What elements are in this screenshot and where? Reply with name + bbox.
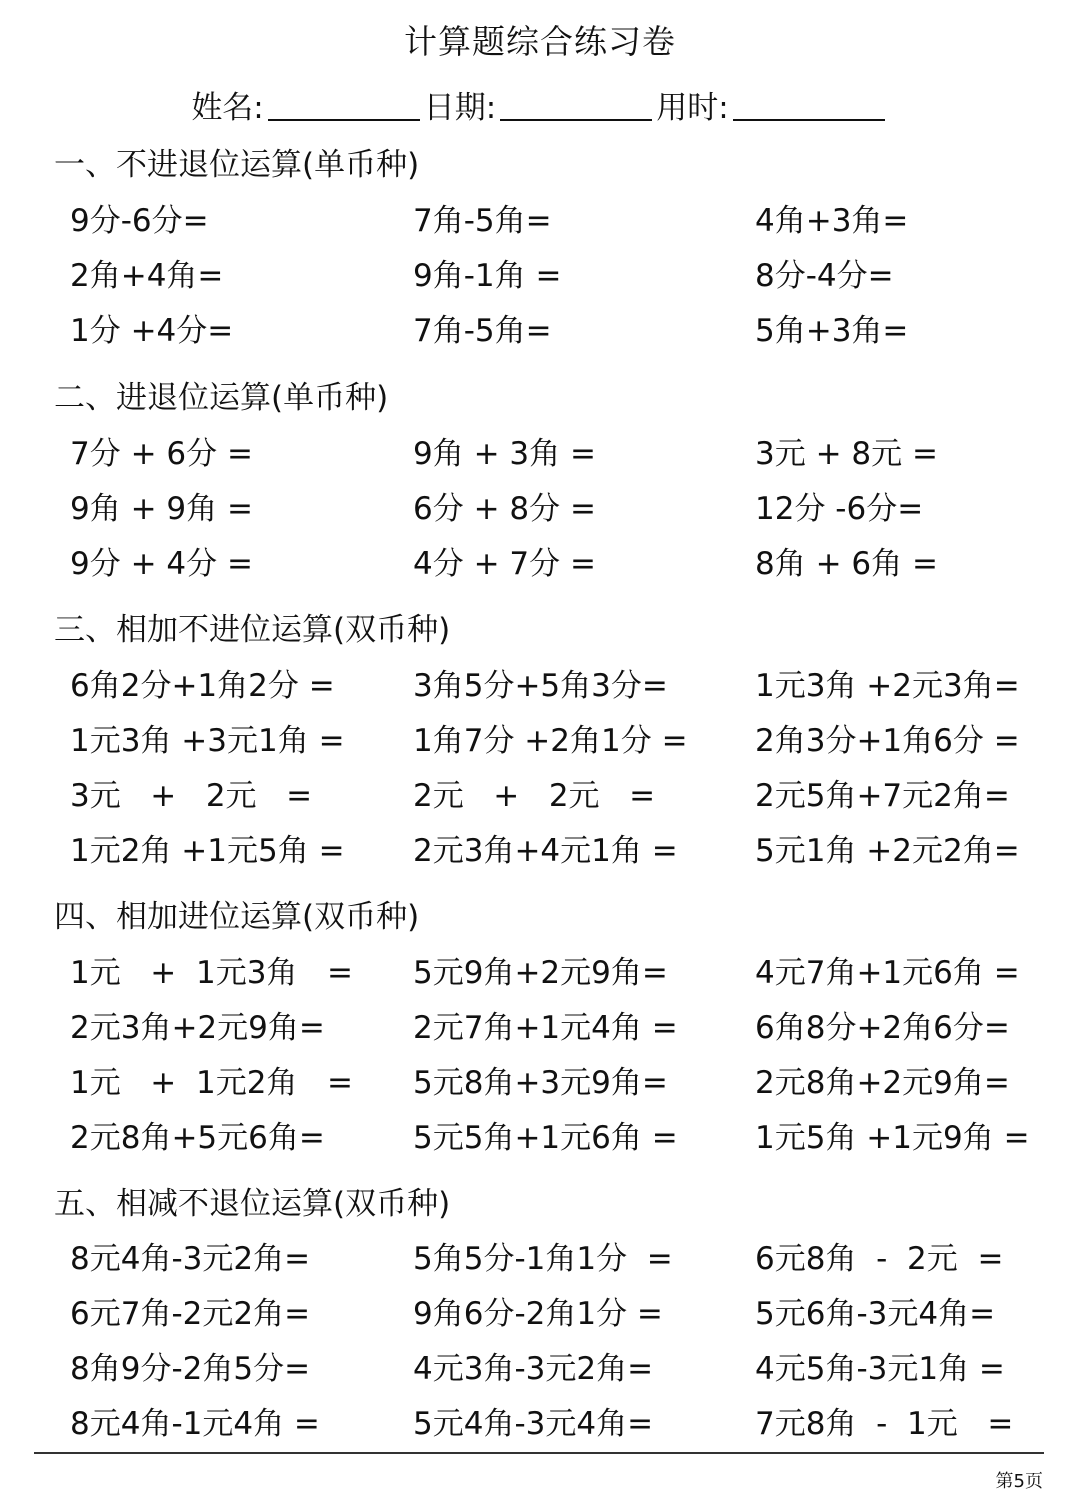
problem: 5元6角-3元4角=: [755, 1296, 996, 1332]
problem: 8角9分-2角5分=: [70, 1351, 311, 1387]
date-blank: [500, 93, 652, 121]
problem: 1元3角 +2元3角=: [755, 668, 1020, 704]
footer-divider: [34, 1452, 1044, 1454]
problem: 6角8分+2角6分=: [755, 1010, 1010, 1046]
problem: 1分 +4分=: [70, 313, 234, 349]
problem: 7分 + 6分 =: [70, 436, 253, 472]
problem-row: [0, 538, 1080, 582]
section-title: 四、相加进位运算(双币种): [54, 899, 420, 935]
problem: 5元5角+1元6角 =: [413, 1120, 678, 1156]
problem: 4角+3角=: [755, 203, 909, 239]
problem: 8元4角-3元2角=: [70, 1241, 311, 1277]
problem: 3角5分+5角3分=: [413, 668, 668, 704]
problem: 1元3角 +3元1角 =: [70, 723, 345, 759]
problem: 5元1角 +2元2角=: [755, 833, 1020, 869]
problem: 5角+3角=: [755, 313, 909, 349]
problem: 2角3分+1角6分 =: [755, 723, 1020, 759]
problem: 2元8角+2元9角=: [755, 1065, 1010, 1101]
problem-row: [0, 660, 1080, 704]
problem: 8角 + 6角 =: [755, 546, 938, 582]
name-label: 姓名:: [191, 90, 264, 126]
problem: 1元 + 1元3角 =: [70, 955, 353, 991]
problem: 4元5角-3元1角 =: [755, 1351, 1005, 1387]
problem-row: [0, 1288, 1080, 1332]
problem: 9分 + 4分 =: [70, 546, 253, 582]
problem: 5元4角-3元4角=: [413, 1406, 654, 1442]
problem: 1元5角 +1元9角 =: [755, 1120, 1030, 1156]
problem: 7角-5角=: [413, 203, 552, 239]
problem-row: [0, 1343, 1080, 1387]
problem: 1角7分 +2角1分 =: [413, 723, 688, 759]
problem: 3元 + 8元 =: [755, 436, 938, 472]
section-title: 一、不进退位运算(单币种): [54, 147, 420, 183]
problem: 2元7角+1元4角 =: [413, 1010, 678, 1046]
problem: 1元 + 1元2角 =: [70, 1065, 353, 1101]
section-title: 二、进退位运算(单币种): [54, 380, 389, 416]
problem: 9分-6分=: [70, 203, 209, 239]
student-info-line: [0, 82, 1080, 127]
problem: 5元9角+2元9角=: [413, 955, 668, 991]
problem-row: [0, 1112, 1080, 1156]
problem-row: [0, 825, 1080, 869]
page-title: 计算题综合练习卷: [404, 22, 676, 61]
problem: 2元8角+5元6角=: [70, 1120, 325, 1156]
problem: 2元5角+7元2角=: [755, 778, 1010, 814]
problem: 8分-4分=: [755, 258, 894, 294]
problem: 2元3角+2元9角=: [70, 1010, 325, 1046]
problem-row: [0, 1002, 1080, 1046]
section-title: 三、相加不进位运算(双币种): [54, 612, 451, 648]
problem: 3元 + 2元 =: [70, 778, 313, 814]
name-blank: [268, 93, 420, 121]
problem-row: [0, 1057, 1080, 1101]
problem-row: [0, 1233, 1080, 1277]
problem-row: [0, 428, 1080, 472]
page-number: 第5页: [995, 1471, 1043, 1492]
problem: 2角+4角=: [70, 258, 224, 294]
problem: 8元4角-1元4角 =: [70, 1406, 320, 1442]
problem: 9角 + 3角 =: [413, 436, 596, 472]
problem-row: [0, 715, 1080, 759]
time-label: 用时:: [656, 90, 729, 126]
problem-row: [0, 483, 1080, 527]
problem: 9角6分-2角1分 =: [413, 1296, 663, 1332]
problem: 6元8角 - 2元 =: [755, 1241, 1004, 1277]
problem: 6分 + 8分 =: [413, 491, 596, 527]
problem: 6元7角-2元2角=: [70, 1296, 311, 1332]
problem-row: [0, 947, 1080, 991]
problem: 12分 -6分=: [755, 491, 924, 527]
time-blank: [733, 93, 885, 121]
problem-row: [0, 1398, 1080, 1442]
section-title: 五、相减不退位运算(双币种): [54, 1186, 451, 1222]
problem-row: [0, 250, 1080, 294]
problem: 9角 + 9角 =: [70, 491, 253, 527]
problem: 7角-5角=: [413, 313, 552, 349]
problem: 9角-1角 =: [413, 258, 562, 294]
date-label: 日期:: [423, 90, 497, 126]
problem-row: [0, 195, 1080, 239]
problem-row: [0, 305, 1080, 349]
problem: 4元7角+1元6角 =: [755, 955, 1020, 991]
problem: 1元2角 +1元5角 =: [70, 833, 345, 869]
problem: 4分 + 7分 =: [413, 546, 596, 582]
problem: 4元3角-3元2角=: [413, 1351, 654, 1387]
problem: 6角2分+1角2分 =: [70, 668, 335, 704]
problem-row: [0, 770, 1080, 814]
problem: 2元 + 2元 =: [413, 778, 656, 814]
problem: 7元8角 - 1元 =: [755, 1406, 1014, 1442]
problem: 5元8角+3元9角=: [413, 1065, 668, 1101]
problem: 5角5分-1角1分 =: [413, 1241, 673, 1277]
problem: 2元3角+4元1角 =: [413, 833, 678, 869]
